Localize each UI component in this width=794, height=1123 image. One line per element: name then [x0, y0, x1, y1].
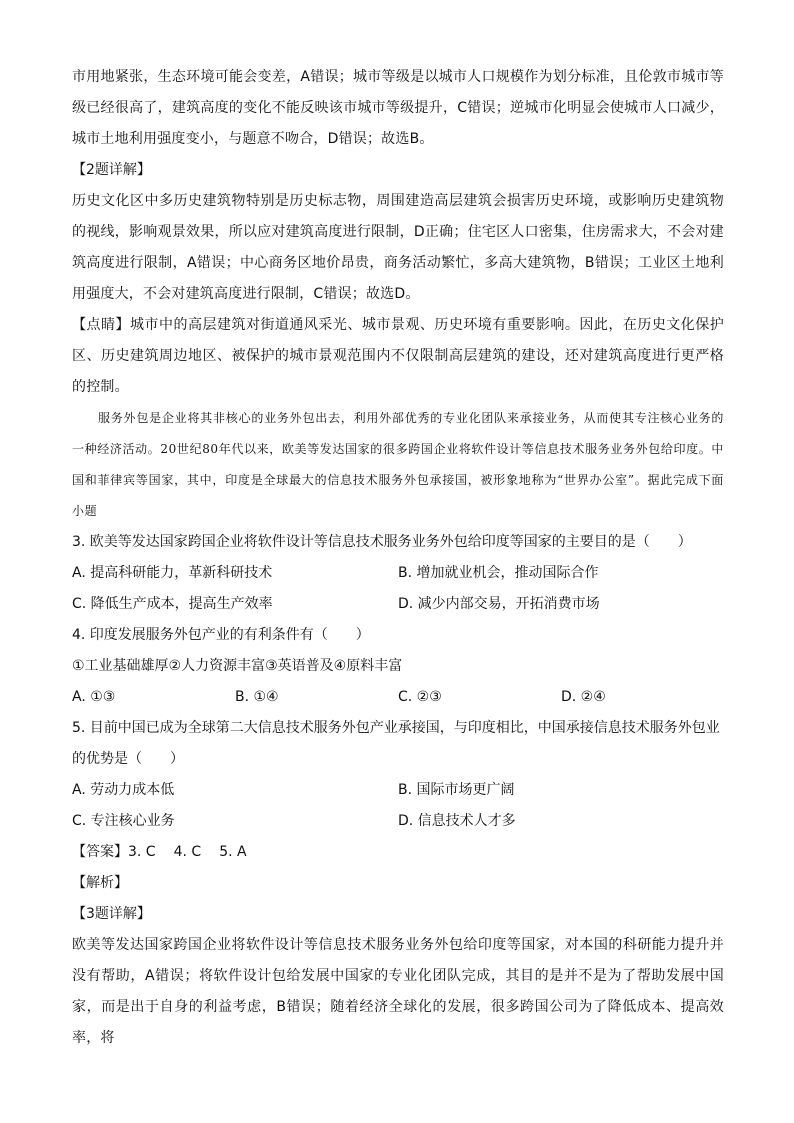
question-4-option-b: B. ①④: [235, 689, 279, 705]
question-5-options-row-1: [72, 775, 724, 806]
answer-5: 5. A: [219, 844, 247, 860]
question-3-option-c: C. 降低生产成本，提高生产效率: [72, 596, 273, 612]
question-3-options-row-1: [72, 558, 724, 589]
answer-3: 3. C: [128, 844, 156, 860]
answer-4: 4. C: [173, 844, 202, 860]
paragraph-q2-analysis: 历史文化区中多历史建筑物特别是历史标志物，周围建造高层建筑会损害历史环境，或影响历史建筑物的视线，影响观景效果，所以应对建筑高度进行限制，D正确；住宅区人口密集，住房需求大，不会对建筑高度进行限制，A错误；中心商务区地价昂贵，商务活动繁忙，多高大建筑物，B错误；工业区土地利用强度大，不会对建筑高度进行限制，C错误；故选D。: [72, 193, 724, 302]
question-4-options-row: [72, 682, 724, 713]
heading-q3-detail: 【3题详解】: [72, 906, 151, 922]
question-5-option-b: B. 国际市场更广阔: [398, 782, 515, 798]
paragraph-q3-analysis: 欧美等发达国家跨国企业将软件设计等信息技术服务业务外包给印度等国家，对本国的科研能力提升并没有帮助，A错误；将软件设计包给发展中国家的专业化团队完成，其目的是并不是为了帮助发展中国家，而是出于自身的利益考虑，B错误；随着经济全球化的发展，很多跨国公司为了降低成本、提高效率，将: [72, 937, 724, 1046]
heading-q2-detail: 【2题详解】: [72, 162, 151, 178]
answer-label: 【答案】: [72, 844, 128, 860]
paragraph-q1-analysis: 市用地紧张，生态环境可能会变差，A错误；城市等级是以城市人口规模作为划分标准，且伦敦市城市等级已经很高了，建筑高度的变化不能反映该市城市等级提升，C错误；逆城市化明显会使城市人口减少，城市土地利用强度变小，与题意不吻合，D错误；故选B。: [72, 69, 724, 147]
question-3-options-row-2: [72, 589, 724, 620]
question-4-option-d: D. ②④: [561, 689, 606, 705]
question-4: 4. 印度发展服务外包产业的有利条件有（ ）: [72, 627, 370, 643]
heading-analysis: 【解析】: [72, 875, 128, 891]
question-4-items: ①工业基础雄厚②人力资源丰富③英语普及④原料丰富: [72, 658, 403, 674]
question-5-option-a: A. 劳动力成本低: [72, 782, 175, 798]
question-5-option-c: C. 专注核心业务: [72, 813, 175, 829]
question-3: 3. 欧美等发达国家跨国企业将软件设计等信息技术服务业务外包给印度等国家的主要目的是（ ）: [72, 534, 692, 550]
question-3-option-a: A. 提高科研能力，革新科研技术: [72, 565, 273, 581]
question-5: 5. 目前中国已成为全球第二大信息技术服务外包产业承接国，与印度相比，中国承接信息技术服务外包业的优势是（ ）: [72, 720, 720, 767]
question-4-option-a: A. ①③: [72, 689, 116, 705]
question-4-option-c: C. ②③: [398, 689, 442, 705]
question-3-option-b: B. 增加就业机会，推动国际合作: [398, 565, 599, 581]
question-5-option-d: D. 信息技术人才多: [398, 813, 516, 829]
answer-row: [72, 837, 724, 868]
document-page: [72, 62, 724, 1054]
question-3-option-d: D. 减少内部交易，开拓消费市场: [398, 596, 600, 612]
passage-material: 服务外包是企业将其非核心的业务外包出去，利用外部优秀的专业化团队来承接业务，从而使其专注核心业务的一种经济活动。20世纪80年代以来，欧美等发达国家的很多跨国企业将软件设计等信息技术服务业务外包给印度。中国和菲律宾等国家，其中，印度是全球最大的信息技术服务外包承接国，被形象地称为“世界办公室”。据此完成下面小题: [72, 411, 724, 518]
paragraph-key-point: 【点睛】城市中的高层建筑对街道通风采光、城市景观、历史环境有重要影响。因此，在历史文化保护区、历史建筑周边地区、被保护的城市景观范围内不仅限制高层建筑的建设，还对建筑高度进行更严格的控制。: [72, 317, 724, 395]
question-5-options-row-2: [72, 806, 724, 837]
